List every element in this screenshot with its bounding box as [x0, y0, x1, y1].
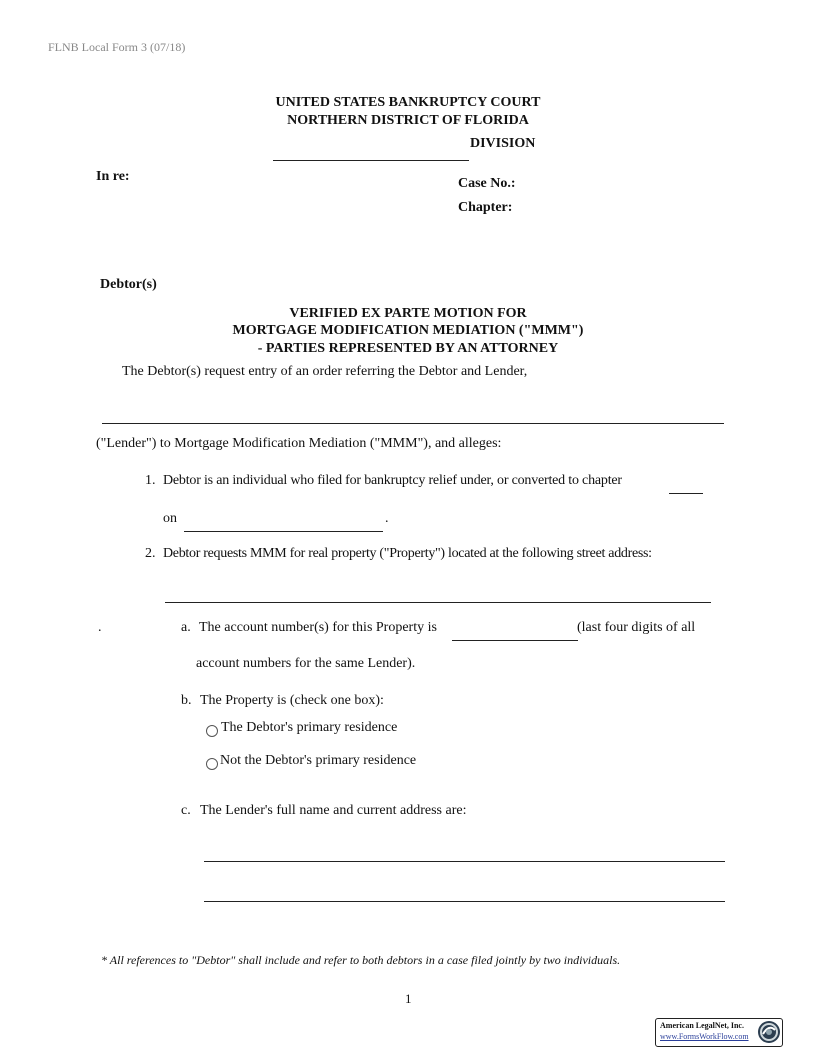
footnote: * All references to "Debtor" shall include and refer to both debtors in a case filed jointly by two individuals. [101, 953, 621, 967]
item-1-period: . [385, 511, 389, 526]
form-id: FLNB Local Form 3 (07/18) [48, 40, 186, 54]
title-line-1: VERIFIED EX PARTE MOTION FOR [289, 306, 527, 321]
item-2-number: 2. [145, 546, 156, 561]
globe-icon [757, 1020, 781, 1044]
item-a-text-tail: (last four digits of all [577, 620, 696, 635]
page-number: 1 [405, 991, 412, 1006]
logo-name: American LegalNet, Inc. [660, 1021, 744, 1030]
not-primary-residence-radio[interactable] [206, 758, 218, 770]
division-field[interactable] [273, 140, 469, 161]
debtors-label: Debtor(s) [100, 277, 157, 292]
not-primary-residence-label: Not the Debtor's primary residence [220, 753, 417, 768]
item-a-text: The account number(s) for this Property is [199, 620, 437, 635]
intro-paragraph: The Debtor(s) request entry of an order referring the Debtor and Lender, [122, 364, 528, 379]
item-2-text: Debtor requests MMM for real property ("Property") located at the following street address: [163, 546, 652, 561]
property-address-field[interactable] [165, 582, 711, 603]
court-district: NORTHERN DISTRICT OF FLORIDA [287, 113, 529, 128]
chapter-number-field[interactable] [669, 473, 703, 494]
item-c-text: The Lender's full name and current address are: [200, 803, 467, 818]
lender-name-field[interactable] [102, 403, 724, 424]
account-number-field[interactable] [452, 620, 578, 641]
filing-date-field[interactable] [184, 511, 383, 532]
lender-clause: ("Lender") to Mortgage Modification Mediation ("MMM"), and alleges: [96, 436, 502, 451]
chapter-label: Chapter: [458, 200, 513, 215]
primary-residence-radio[interactable] [206, 725, 218, 737]
item-b-text: The Property is (check one box): [200, 693, 384, 708]
item-a-label: a. [181, 620, 191, 635]
item-1-number: 1. [145, 473, 156, 488]
american-legalnet-logo[interactable] [655, 1018, 783, 1047]
primary-residence-label: The Debtor's primary residence [221, 720, 398, 735]
item-c-label: c. [181, 803, 191, 818]
item-a-text-2: account numbers for the same Lender). [196, 656, 416, 671]
lender-address-line-1[interactable] [204, 841, 725, 862]
item-1-text: Debtor is an individual who filed for bankruptcy relief under, or converted to chapter [163, 473, 622, 488]
lender-address-line-2[interactable] [204, 881, 725, 902]
title-line-3: - PARTIES REPRESENTED BY AN ATTORNEY [257, 341, 559, 356]
in-re-label: In re: [96, 169, 130, 184]
case-no-label: Case No.: [458, 176, 516, 191]
court-name: UNITED STATES BANKRUPTCY COURT [275, 95, 541, 110]
stray-period: . [98, 620, 102, 635]
division-label: DIVISION [470, 136, 536, 151]
item-1-on-label: on [163, 511, 177, 526]
title-line-2: MORTGAGE MODIFICATION MEDIATION ("MMM") [232, 323, 584, 338]
logo-url: www.FormsWorkFlow.com [660, 1032, 749, 1041]
item-b-label: b. [181, 693, 192, 708]
